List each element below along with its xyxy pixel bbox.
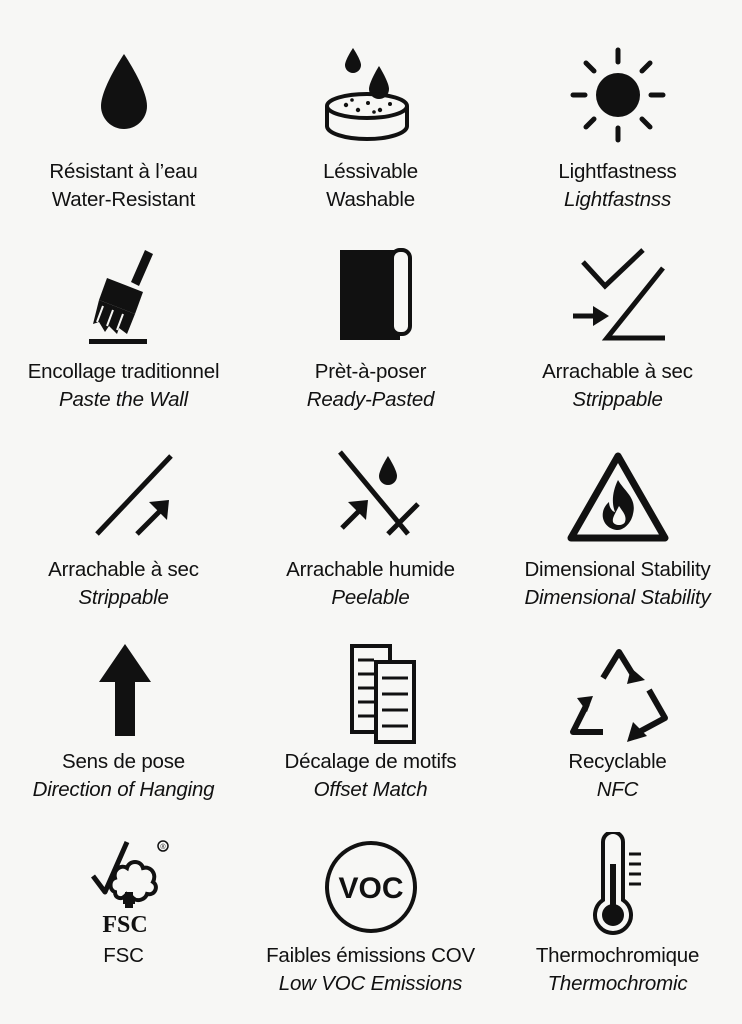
symbol-direction-of-hanging [0, 638, 247, 818]
symbol-fr-label: Encollage traditionnel [27, 360, 220, 383]
symbol-en-label: Paste the Wall [59, 388, 188, 411]
recycle-icon [563, 638, 673, 748]
symbol-ready-pasted [247, 240, 494, 420]
peelable-wet-icon [316, 442, 426, 552]
offset-match-icon [316, 638, 426, 748]
paste-brush-icon [69, 240, 179, 350]
symbol-fr-label: Thermochromique [535, 944, 700, 967]
symbol-fr-label: Décalage de motifs [284, 750, 457, 773]
sun-icon [563, 40, 673, 150]
symbol-en-label: Dimensional Stability [524, 586, 711, 609]
strippable-arrow-icon [563, 240, 673, 350]
symbol-fr-label: Faibles émissions COV [266, 944, 475, 967]
symbol-fr-label: Arrachable à sec [48, 558, 199, 581]
symbol-strippable-1 [494, 240, 741, 420]
symbol-en-label: Water-Resistant [51, 188, 196, 211]
symbol-thermochromic [494, 832, 741, 1012]
symbol-fr-label: Recyclable [568, 750, 667, 773]
voc-icon-text: VOC [337, 872, 404, 905]
symbol-lightfastness [494, 40, 741, 220]
thermometer-icon [563, 832, 673, 942]
symbol-en-label: Low VOC Emissions [278, 972, 463, 995]
symbol-fr-label: FSC [103, 944, 144, 967]
symbol-peelable [247, 442, 494, 622]
symbol-fr-label: Arrachable humide [286, 558, 455, 581]
washable-sponge-icon [316, 40, 426, 150]
symbol-paste-the-wall [0, 240, 247, 420]
symbol-en-label: NFC [596, 778, 639, 801]
fsc-tree-icon [69, 832, 179, 942]
registered-mark: ® [159, 844, 166, 851]
ready-pasted-roll-icon [316, 240, 426, 350]
water-drop-icon [69, 40, 179, 150]
symbol-en-label: Offset Match [313, 778, 428, 801]
arrow-up-icon [69, 638, 179, 748]
voc-circle-icon [316, 832, 426, 942]
symbol-fr-label: Sens de pose [62, 750, 185, 773]
symbol-fr-label: Prèt-à-poser [314, 360, 427, 383]
symbol-en-label: Strippable [78, 586, 169, 609]
symbol-fr-label: Léssivable [323, 160, 418, 183]
symbol-water-resistant [0, 40, 247, 220]
symbol-offset-match [247, 638, 494, 818]
symbol-en-label: Washable [326, 188, 415, 211]
strippable-slash-arrow-icon [69, 442, 179, 552]
symbol-en-label: Thermochromic [547, 972, 688, 995]
symbol-fr-label: Lightfastness [558, 160, 677, 183]
symbol-washable [247, 40, 494, 220]
symbol-strippable-2 [0, 442, 247, 622]
symbol-fr-label: Résistant à l’eau [49, 160, 198, 183]
symbol-dimensional-stability [494, 442, 741, 622]
symbol-low-voc [247, 832, 494, 1012]
symbol-fr-label: Arrachable à sec [542, 360, 693, 383]
symbol-recyclable [494, 638, 741, 818]
symbol-en-label: Strippable [572, 388, 663, 411]
symbol-fr-label: Dimensional Stability [524, 558, 711, 581]
symbol-en-label: Ready-Pasted [306, 388, 435, 411]
symbol-en-label: Peelable [331, 586, 410, 609]
symbol-en-label: Direction of Hanging [32, 778, 215, 801]
symbol-fsc [0, 832, 247, 1012]
symbol-en-label: Lightfastnss [564, 188, 671, 211]
flame-warning-icon [563, 442, 673, 552]
fsc-icon-text: FSC [101, 912, 148, 938]
